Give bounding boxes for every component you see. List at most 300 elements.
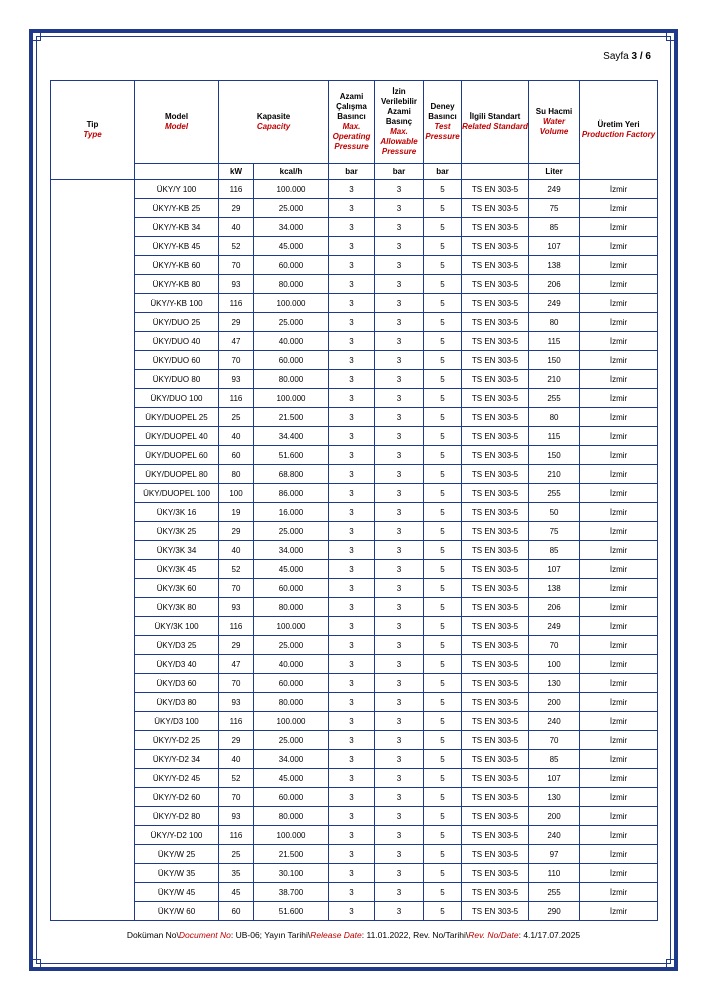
cell-related-standard: TS EN 303-5	[462, 484, 529, 503]
cell-max-allowable-pressure: 3	[375, 294, 424, 313]
cell-capacity-kcal: 80.000	[254, 370, 329, 389]
frame-corner-ornament	[666, 29, 678, 41]
cell-related-standard: TS EN 303-5	[462, 712, 529, 731]
cell-capacity-kw: 52	[219, 560, 254, 579]
table-row	[51, 902, 658, 921]
cell-max-allowable-pressure: 3	[375, 484, 424, 503]
cell-max-operating-pressure: 3	[329, 864, 375, 883]
page-prefix: Sayfa	[603, 51, 629, 62]
cell-related-standard: TS EN 303-5	[462, 256, 529, 275]
cell-model: ÜKY/DUO 25	[135, 313, 219, 332]
cell-test-pressure: 5	[424, 769, 462, 788]
header-capacity: Kapasite Capacity	[219, 81, 329, 164]
table-row	[51, 617, 658, 636]
cell-max-operating-pressure: 3	[329, 370, 375, 389]
cell-test-pressure: 5	[424, 522, 462, 541]
cell-capacity-kw: 116	[219, 826, 254, 845]
cell-production-factory: İzmir	[580, 731, 658, 750]
cell-model: ÜKY/Y-D2 34	[135, 750, 219, 769]
cell-max-allowable-pressure: 3	[375, 617, 424, 636]
cell-max-allowable-pressure: 3	[375, 579, 424, 598]
cell-water-volume: 130	[529, 674, 580, 693]
cell-related-standard: TS EN 303-5	[462, 617, 529, 636]
table-row	[51, 237, 658, 256]
cell-max-operating-pressure: 3	[329, 465, 375, 484]
cell-production-factory: İzmir	[580, 256, 658, 275]
cell-test-pressure: 5	[424, 256, 462, 275]
cell-max-allowable-pressure: 3	[375, 826, 424, 845]
cell-related-standard: TS EN 303-5	[462, 560, 529, 579]
cell-water-volume: 200	[529, 693, 580, 712]
cell-model: ÜKY/Y-KB 25	[135, 199, 219, 218]
cell-capacity-kcal: 40.000	[254, 332, 329, 351]
cell-max-operating-pressure: 3	[329, 180, 375, 199]
table-row	[51, 446, 658, 465]
cell-test-pressure: 5	[424, 427, 462, 446]
cell-related-standard: TS EN 303-5	[462, 237, 529, 256]
frame-corner-ornament	[29, 959, 41, 971]
cell-max-operating-pressure: 3	[329, 522, 375, 541]
cell-model: ÜKY/D3 100	[135, 712, 219, 731]
table-row	[51, 465, 658, 484]
cell-water-volume: 255	[529, 484, 580, 503]
cell-capacity-kcal: 21.500	[254, 408, 329, 427]
cell-water-volume: 249	[529, 180, 580, 199]
cell-test-pressure: 5	[424, 883, 462, 902]
cell-model: ÜKY/Y-D2 25	[135, 731, 219, 750]
cell-capacity-kcal: 60.000	[254, 351, 329, 370]
unit-liter: Liter	[529, 164, 580, 180]
cell-max-allowable-pressure: 3	[375, 256, 424, 275]
cell-capacity-kcal: 100.000	[254, 826, 329, 845]
cell-capacity-kw: 93	[219, 275, 254, 294]
cell-capacity-kw: 116	[219, 180, 254, 199]
cell-production-factory: İzmir	[580, 807, 658, 826]
cell-max-operating-pressure: 3	[329, 883, 375, 902]
cell-production-factory: İzmir	[580, 845, 658, 864]
cell-max-allowable-pressure: 3	[375, 541, 424, 560]
cell-max-allowable-pressure: 3	[375, 389, 424, 408]
cell-capacity-kw: 116	[219, 712, 254, 731]
cell-production-factory: İzmir	[580, 313, 658, 332]
cell-model: ÜKY/DUOPEL 80	[135, 465, 219, 484]
cell-model: ÜKY/3K 80	[135, 598, 219, 617]
cell-max-operating-pressure: 3	[329, 275, 375, 294]
cell-related-standard: TS EN 303-5	[462, 883, 529, 902]
cell-related-standard: TS EN 303-5	[462, 655, 529, 674]
cell-model: ÜKY/3K 45	[135, 560, 219, 579]
cell-capacity-kw: 70	[219, 256, 254, 275]
table-row	[51, 769, 658, 788]
cell-max-operating-pressure: 3	[329, 503, 375, 522]
cell-capacity-kcal: 60.000	[254, 788, 329, 807]
cell-max-allowable-pressure: 3	[375, 598, 424, 617]
cell-test-pressure: 5	[424, 617, 462, 636]
cell-max-allowable-pressure: 3	[375, 237, 424, 256]
cell-max-operating-pressure: 3	[329, 199, 375, 218]
cell-capacity-kcal: 80.000	[254, 598, 329, 617]
cell-capacity-kcal: 80.000	[254, 807, 329, 826]
cell-related-standard: TS EN 303-5	[462, 807, 529, 826]
table-row	[51, 674, 658, 693]
cell-max-allowable-pressure: 3	[375, 845, 424, 864]
cell-max-operating-pressure: 3	[329, 408, 375, 427]
cell-capacity-kw: 40	[219, 541, 254, 560]
cell-model: ÜKY/D3 60	[135, 674, 219, 693]
footer-doc-no-label-en: Document No	[178, 930, 231, 940]
table-row	[51, 598, 658, 617]
cell-model: ÜKY/W 35	[135, 864, 219, 883]
cell-production-factory: İzmir	[580, 180, 658, 199]
cell-max-allowable-pressure: 3	[375, 560, 424, 579]
cell-model: ÜKY/DUO 60	[135, 351, 219, 370]
cell-max-allowable-pressure: 3	[375, 332, 424, 351]
cell-production-factory: İzmir	[580, 370, 658, 389]
cell-test-pressure: 5	[424, 560, 462, 579]
cell-water-volume: 97	[529, 845, 580, 864]
cell-capacity-kw: 93	[219, 598, 254, 617]
cell-related-standard: TS EN 303-5	[462, 503, 529, 522]
cell-related-standard: TS EN 303-5	[462, 579, 529, 598]
cell-capacity-kw: 47	[219, 655, 254, 674]
cell-water-volume: 210	[529, 370, 580, 389]
frame-corner-ornament	[666, 959, 678, 971]
cell-capacity-kw: 70	[219, 351, 254, 370]
cell-production-factory: İzmir	[580, 750, 658, 769]
cell-production-factory: İzmir	[580, 522, 658, 541]
cell-max-operating-pressure: 3	[329, 218, 375, 237]
cell-production-factory: İzmir	[580, 199, 658, 218]
cell-max-operating-pressure: 3	[329, 712, 375, 731]
table-row	[51, 503, 658, 522]
cell-test-pressure: 5	[424, 332, 462, 351]
cell-production-factory: İzmir	[580, 389, 658, 408]
table-row	[51, 636, 658, 655]
cell-water-volume: 110	[529, 864, 580, 883]
cell-production-factory: İzmir	[580, 218, 658, 237]
cell-water-volume: 85	[529, 218, 580, 237]
cell-water-volume: 50	[529, 503, 580, 522]
cell-related-standard: TS EN 303-5	[462, 370, 529, 389]
cell-max-operating-pressure: 3	[329, 256, 375, 275]
product-spec-table	[50, 80, 658, 921]
header-related-standard: İlgili Standart Related Standard	[462, 81, 529, 164]
cell-capacity-kw: 70	[219, 674, 254, 693]
footer-rev-label-en: Rev. No/Date	[468, 930, 519, 940]
cell-capacity-kcal: 60.000	[254, 674, 329, 693]
table-row	[51, 826, 658, 845]
cell-capacity-kcal: 45.000	[254, 237, 329, 256]
cell-capacity-kcal: 34.400	[254, 427, 329, 446]
unit-model-empty	[135, 164, 219, 180]
header-max-allowable-pressure: İzin Verilebilir Azami Basınç Max. Allowable Pressure	[375, 81, 424, 164]
cell-capacity-kw: 25	[219, 845, 254, 864]
cell-capacity-kw: 70	[219, 788, 254, 807]
cell-production-factory: İzmir	[580, 902, 658, 921]
footer-release-date-label-en: Release Date	[310, 930, 362, 940]
cell-water-volume: 249	[529, 617, 580, 636]
cell-capacity-kcal: 100.000	[254, 180, 329, 199]
cell-model: ÜKY/DUO 80	[135, 370, 219, 389]
table-row	[51, 408, 658, 427]
cell-water-volume: 138	[529, 256, 580, 275]
cell-model: ÜKY/3K 60	[135, 579, 219, 598]
cell-production-factory: İzmir	[580, 294, 658, 313]
cell-related-standard: TS EN 303-5	[462, 788, 529, 807]
cell-production-factory: İzmir	[580, 655, 658, 674]
cell-test-pressure: 5	[424, 788, 462, 807]
table-row	[51, 541, 658, 560]
table-row	[51, 712, 658, 731]
cell-capacity-kw: 45	[219, 883, 254, 902]
cell-model: ÜKY/W 60	[135, 902, 219, 921]
cell-capacity-kcal: 60.000	[254, 579, 329, 598]
cell-max-operating-pressure: 3	[329, 693, 375, 712]
cell-related-standard: TS EN 303-5	[462, 693, 529, 712]
cell-capacity-kcal: 100.000	[254, 294, 329, 313]
cell-max-allowable-pressure: 3	[375, 902, 424, 921]
cell-max-allowable-pressure: 3	[375, 427, 424, 446]
cell-water-volume: 107	[529, 560, 580, 579]
cell-model: ÜKY/Y-KB 100	[135, 294, 219, 313]
table-row	[51, 427, 658, 446]
cell-capacity-kcal: 34.000	[254, 750, 329, 769]
cell-max-operating-pressure: 3	[329, 237, 375, 256]
cell-capacity-kcal: 80.000	[254, 693, 329, 712]
cell-test-pressure: 5	[424, 237, 462, 256]
cell-related-standard: TS EN 303-5	[462, 294, 529, 313]
cell-capacity-kcal: 30.100	[254, 864, 329, 883]
table-row	[51, 332, 658, 351]
table-row	[51, 579, 658, 598]
cell-production-factory: İzmir	[580, 237, 658, 256]
cell-max-operating-pressure: 3	[329, 294, 375, 313]
cell-production-factory: İzmir	[580, 465, 658, 484]
cell-related-standard: TS EN 303-5	[462, 769, 529, 788]
cell-related-standard: TS EN 303-5	[462, 864, 529, 883]
table-row	[51, 655, 658, 674]
cell-capacity-kw: 29	[219, 199, 254, 218]
cell-capacity-kcal: 25.000	[254, 636, 329, 655]
cell-model: ÜKY/Y 100	[135, 180, 219, 199]
cell-water-volume: 80	[529, 408, 580, 427]
header-water-volume: Su Hacmi Water Volume	[529, 81, 580, 164]
cell-capacity-kcal: 45.000	[254, 769, 329, 788]
cell-max-operating-pressure: 3	[329, 769, 375, 788]
cell-water-volume: 70	[529, 731, 580, 750]
table-row	[51, 389, 658, 408]
cell-water-volume: 249	[529, 294, 580, 313]
cell-capacity-kcal: 100.000	[254, 617, 329, 636]
cell-model: ÜKY/Y-KB 60	[135, 256, 219, 275]
cell-water-volume: 210	[529, 465, 580, 484]
table-row	[51, 199, 658, 218]
cell-production-factory: İzmir	[580, 598, 658, 617]
cell-related-standard: TS EN 303-5	[462, 275, 529, 294]
cell-test-pressure: 5	[424, 199, 462, 218]
cell-test-pressure: 5	[424, 826, 462, 845]
cell-water-volume: 138	[529, 579, 580, 598]
cell-production-factory: İzmir	[580, 617, 658, 636]
cell-test-pressure: 5	[424, 864, 462, 883]
cell-water-volume: 80	[529, 313, 580, 332]
cell-capacity-kcal: 86.000	[254, 484, 329, 503]
cell-test-pressure: 5	[424, 579, 462, 598]
cell-production-factory: İzmir	[580, 541, 658, 560]
cell-production-factory: İzmir	[580, 712, 658, 731]
cell-max-operating-pressure: 3	[329, 750, 375, 769]
cell-water-volume: 107	[529, 237, 580, 256]
table-body	[51, 180, 658, 921]
table-row	[51, 484, 658, 503]
table-row	[51, 313, 658, 332]
cell-test-pressure: 5	[424, 446, 462, 465]
cell-production-factory: İzmir	[580, 408, 658, 427]
cell-max-operating-pressure: 3	[329, 807, 375, 826]
cell-capacity-kw: 93	[219, 693, 254, 712]
footer-doc-no-label: Doküman No\	[126, 930, 179, 940]
cell-max-allowable-pressure: 3	[375, 712, 424, 731]
cell-capacity-kw: 40	[219, 218, 254, 237]
footer-release-date-value: : 11.01.2022, Rev. No/Tarihi\	[361, 930, 469, 940]
table-row	[51, 560, 658, 579]
cell-test-pressure: 5	[424, 655, 462, 674]
cell-max-allowable-pressure: 3	[375, 446, 424, 465]
cell-water-volume: 115	[529, 332, 580, 351]
cell-model: ÜKY/DUOPEL 60	[135, 446, 219, 465]
cell-capacity-kw: 116	[219, 389, 254, 408]
cell-water-volume: 75	[529, 199, 580, 218]
cell-related-standard: TS EN 303-5	[462, 750, 529, 769]
cell-water-volume: 290	[529, 902, 580, 921]
type-cell	[51, 180, 135, 921]
table-row	[51, 731, 658, 750]
cell-max-allowable-pressure: 3	[375, 275, 424, 294]
cell-related-standard: TS EN 303-5	[462, 674, 529, 693]
cell-capacity-kw: 80	[219, 465, 254, 484]
cell-model: ÜKY/Y-KB 45	[135, 237, 219, 256]
cell-max-operating-pressure: 3	[329, 313, 375, 332]
cell-related-standard: TS EN 303-5	[462, 180, 529, 199]
cell-production-factory: İzmir	[580, 826, 658, 845]
cell-capacity-kcal: 34.000	[254, 541, 329, 560]
cell-max-operating-pressure: 3	[329, 560, 375, 579]
cell-water-volume: 255	[529, 883, 580, 902]
cell-related-standard: TS EN 303-5	[462, 427, 529, 446]
cell-max-allowable-pressure: 3	[375, 218, 424, 237]
table-row	[51, 218, 658, 237]
cell-test-pressure: 5	[424, 180, 462, 199]
cell-water-volume: 100	[529, 655, 580, 674]
cell-capacity-kw: 35	[219, 864, 254, 883]
cell-test-pressure: 5	[424, 712, 462, 731]
cell-capacity-kcal: 51.600	[254, 446, 329, 465]
cell-model: ÜKY/Y-D2 100	[135, 826, 219, 845]
cell-max-operating-pressure: 3	[329, 484, 375, 503]
frame-corner-ornament	[29, 29, 41, 41]
cell-max-operating-pressure: 3	[329, 636, 375, 655]
table-row	[51, 522, 658, 541]
cell-max-operating-pressure: 3	[329, 902, 375, 921]
cell-model: ÜKY/DUO 100	[135, 389, 219, 408]
cell-model: ÜKY/Y-KB 34	[135, 218, 219, 237]
cell-max-allowable-pressure: 3	[375, 674, 424, 693]
cell-production-factory: İzmir	[580, 579, 658, 598]
cell-max-operating-pressure: 3	[329, 427, 375, 446]
cell-capacity-kcal: 25.000	[254, 731, 329, 750]
cell-test-pressure: 5	[424, 750, 462, 769]
cell-capacity-kw: 70	[219, 579, 254, 598]
header-type: Tip Type	[51, 81, 135, 180]
cell-capacity-kw: 116	[219, 294, 254, 313]
cell-max-allowable-pressure: 3	[375, 351, 424, 370]
cell-max-allowable-pressure: 3	[375, 807, 424, 826]
table-row	[51, 864, 658, 883]
cell-model: ÜKY/D3 25	[135, 636, 219, 655]
table-row	[51, 370, 658, 389]
cell-capacity-kcal: 25.000	[254, 199, 329, 218]
cell-related-standard: TS EN 303-5	[462, 465, 529, 484]
cell-test-pressure: 5	[424, 902, 462, 921]
cell-production-factory: İzmir	[580, 883, 658, 902]
cell-production-factory: İzmir	[580, 275, 658, 294]
cell-water-volume: 70	[529, 636, 580, 655]
cell-capacity-kw: 52	[219, 769, 254, 788]
cell-max-operating-pressure: 3	[329, 845, 375, 864]
cell-related-standard: TS EN 303-5	[462, 351, 529, 370]
cell-max-allowable-pressure: 3	[375, 883, 424, 902]
cell-test-pressure: 5	[424, 351, 462, 370]
unit-standard-empty	[462, 164, 529, 180]
cell-max-allowable-pressure: 3	[375, 199, 424, 218]
document-footer	[0, 930, 707, 940]
table-row	[51, 750, 658, 769]
cell-capacity-kw: 52	[219, 237, 254, 256]
cell-max-operating-pressure: 3	[329, 731, 375, 750]
footer-rev-value: : 4.1/17.07.2025	[518, 930, 581, 940]
cell-production-factory: İzmir	[580, 332, 658, 351]
cell-production-factory: İzmir	[580, 560, 658, 579]
cell-water-volume: 240	[529, 826, 580, 845]
cell-capacity-kw: 29	[219, 522, 254, 541]
cell-capacity-kw: 60	[219, 446, 254, 465]
cell-model: ÜKY/Y-D2 45	[135, 769, 219, 788]
cell-test-pressure: 5	[424, 218, 462, 237]
cell-max-operating-pressure: 3	[329, 332, 375, 351]
cell-capacity-kw: 116	[219, 617, 254, 636]
cell-related-standard: TS EN 303-5	[462, 218, 529, 237]
page-indicator	[603, 51, 651, 62]
cell-related-standard: TS EN 303-5	[462, 446, 529, 465]
unit-bar-test: bar	[424, 164, 462, 180]
cell-max-operating-pressure: 3	[329, 674, 375, 693]
unit-bar-allowable: bar	[375, 164, 424, 180]
page-number: 3 / 6	[631, 51, 651, 62]
cell-max-allowable-pressure: 3	[375, 864, 424, 883]
cell-related-standard: TS EN 303-5	[462, 598, 529, 617]
cell-test-pressure: 5	[424, 484, 462, 503]
cell-capacity-kcal: 80.000	[254, 275, 329, 294]
cell-capacity-kw: 60	[219, 902, 254, 921]
cell-water-volume: 75	[529, 522, 580, 541]
cell-max-allowable-pressure: 3	[375, 370, 424, 389]
table-row	[51, 180, 658, 199]
cell-production-factory: İzmir	[580, 503, 658, 522]
cell-max-allowable-pressure: 3	[375, 769, 424, 788]
cell-capacity-kcal: 60.000	[254, 256, 329, 275]
cell-model: ÜKY/D3 80	[135, 693, 219, 712]
cell-test-pressure: 5	[424, 370, 462, 389]
